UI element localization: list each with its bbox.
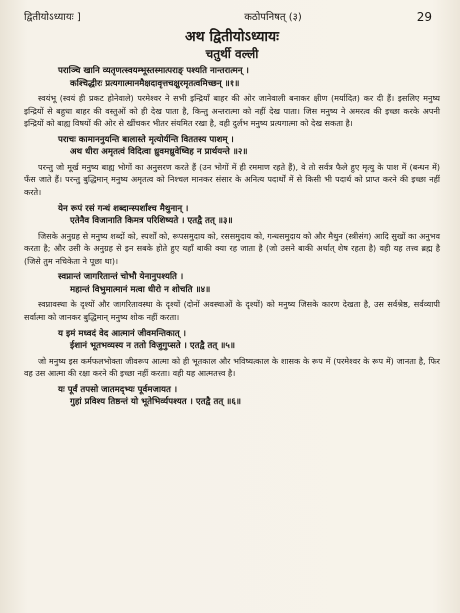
verse-line: अथ धीरा अमृतत्वं विदित्वा ध्रुवमध्रुवेष्विह न प्रार्थयन्ते ॥२॥ <box>70 147 248 158</box>
verse-line: य इमं मध्वदं वेद आत्मानं जीवमन्तिकात् । <box>58 328 186 339</box>
mantra-block-3 <box>24 204 440 268</box>
verse-line: यः पूर्वं तपसो जातमद्भ्यः पूर्वमजायत । <box>58 384 178 395</box>
page-header <box>24 8 440 24</box>
translation-paragraph: जिसके अनुग्रह से मनुष्य शब्दों को, स्पर्शों को, रूपसमुदाय को, रससमुदाय को, गन्धसमुदाय को और मैथुन (स्त्रीसंग) आदि सुखों का अनुभव करता है; और उसी के अनुग्रह से इन सबके होते हुए यहाँ बाकी क्या रह जाता है (जो उसने बाकी अर्थात् शेष रहता है) वही यह तत्त्व ब्रह्म है (जिसे तुम नचिकेता ने पूछा था)। <box>24 230 440 266</box>
verse-line: येन रूपं रसं गन्धं शब्दान्स्पर्शांश्च मैथुनान् । <box>58 203 189 214</box>
section-subtitle: चतुर्थी वल्ली <box>205 47 259 61</box>
translation-paragraph: स्वयंभू (स्वयं ही प्रकट होनेवाले) परमेश्वर ने सभी इन्द्रियाँ बाहर की ओर जानेवाली बनाकर क्षीण (मर्यादित) कर दी हैं। इसलिए मनुष्य इन्द्रियों से बहुधा बाहर की वस्तुओं को ही देख पाता है, किन्तु अन्तरात्मा को नहीं देख पाता। जिस मनुष्य ने अमरत्व की इच्छा करके अपनी इन्द्रियों को बाह्य विषयों की ओर से खींचकर भीतर संयमित रखा है, वही दुर्लभ मनुष्य प्रत्यगात्मा को देख सकता है। <box>24 93 440 129</box>
verse-line: एतेनैव विजानाति किमत्र परिशिष्यते । एतद्वै तत् ॥३॥ <box>70 216 233 227</box>
verse-line: स्वप्नान्तं जागरितान्तं चोभौ येनानुपश्यति । <box>58 272 184 283</box>
mantra-block-1 <box>24 66 440 130</box>
verse-line: महान्तं विभुमात्मानं मत्वा धीरो न शोचति ॥४॥ <box>70 284 211 295</box>
verse-line: पराञ्चि खानि व्यतृणत्स्वयम्भूस्तस्मात्पराङ् पश्यति नान्तरात्मन् । <box>58 66 249 76</box>
mantra-block-6 <box>24 385 440 409</box>
translation-paragraph: जो मनुष्य इस कर्मफलभोक्ता जीवरूप आत्मा को ही भूतकाल और भविष्यत्काल के शासक के रूप में (परमेश्वर के रूप में) जानता है, फिर वह उस आत्मा की रक्षा करने की इच्छा नहीं करता। वही यह आत्मतत्त्व है। <box>24 355 440 379</box>
page-number: 29 <box>416 10 432 24</box>
mantra-block-2 <box>24 135 440 199</box>
chapter-title: अथ द्वितीयोऽध्यायः <box>184 29 280 45</box>
verse-line: गुहां प्रविश्य तिष्ठन्तं यो भूतेभिर्व्यपश्यत । एतद्वै तत् ॥६॥ <box>70 397 241 408</box>
translation-paragraph: परन्तु जो मूर्ख मनुष्य बाह्य भोगों का अनुसरण करते हैं (उन भोगों में ही रममाण रहते हैं), वे तो सर्वत्र फैले हुए मृत्यु के पाश में (बन्धन में) फँस जाते हैं। परन्तु बुद्धिमान् मनुष्य अमृतत्व को निश्चल मानकर संसार के अनित्य पदार्थों में से किसी भी पदार्थ को प्राप्त करने की इच्छा नहीं करते। <box>24 161 440 197</box>
verse-line: ईशानं भूतभव्यस्य न ततो विजुगुप्सते । एतद्वै तत् ॥५॥ <box>70 341 236 352</box>
book-running-head: कठोपनिषत् (३) <box>244 12 302 23</box>
mantra-block-4 <box>24 272 440 323</box>
verse-line: कश्चिद्धीरः प्रत्यगात्मानमैक्षदावृत्तचक्षुरमृतत्वमिच्छन् ॥१॥ <box>70 78 240 89</box>
verse-line: पराचः कामाननुयन्ति बालास्ते मृत्योर्यन्ति विततस्य पाशम् । <box>58 134 234 145</box>
translation-paragraph: स्वप्नावस्था के दृश्यों और जागरितावस्था के दृश्यों (दोनों अवस्थाओं के दृश्यों) को मनुष्य जिसके कारण देखता है, उस सर्वश्रेष्ठ, सर्वव्यापी सर्वात्मा को जानकर बुद्धिमान् मनुष्य शोक नहीं करता। <box>24 299 440 322</box>
chapter-running-head: द्वितीयोऽध्यायः ] <box>24 12 81 23</box>
mantra-block-5 <box>24 329 440 380</box>
